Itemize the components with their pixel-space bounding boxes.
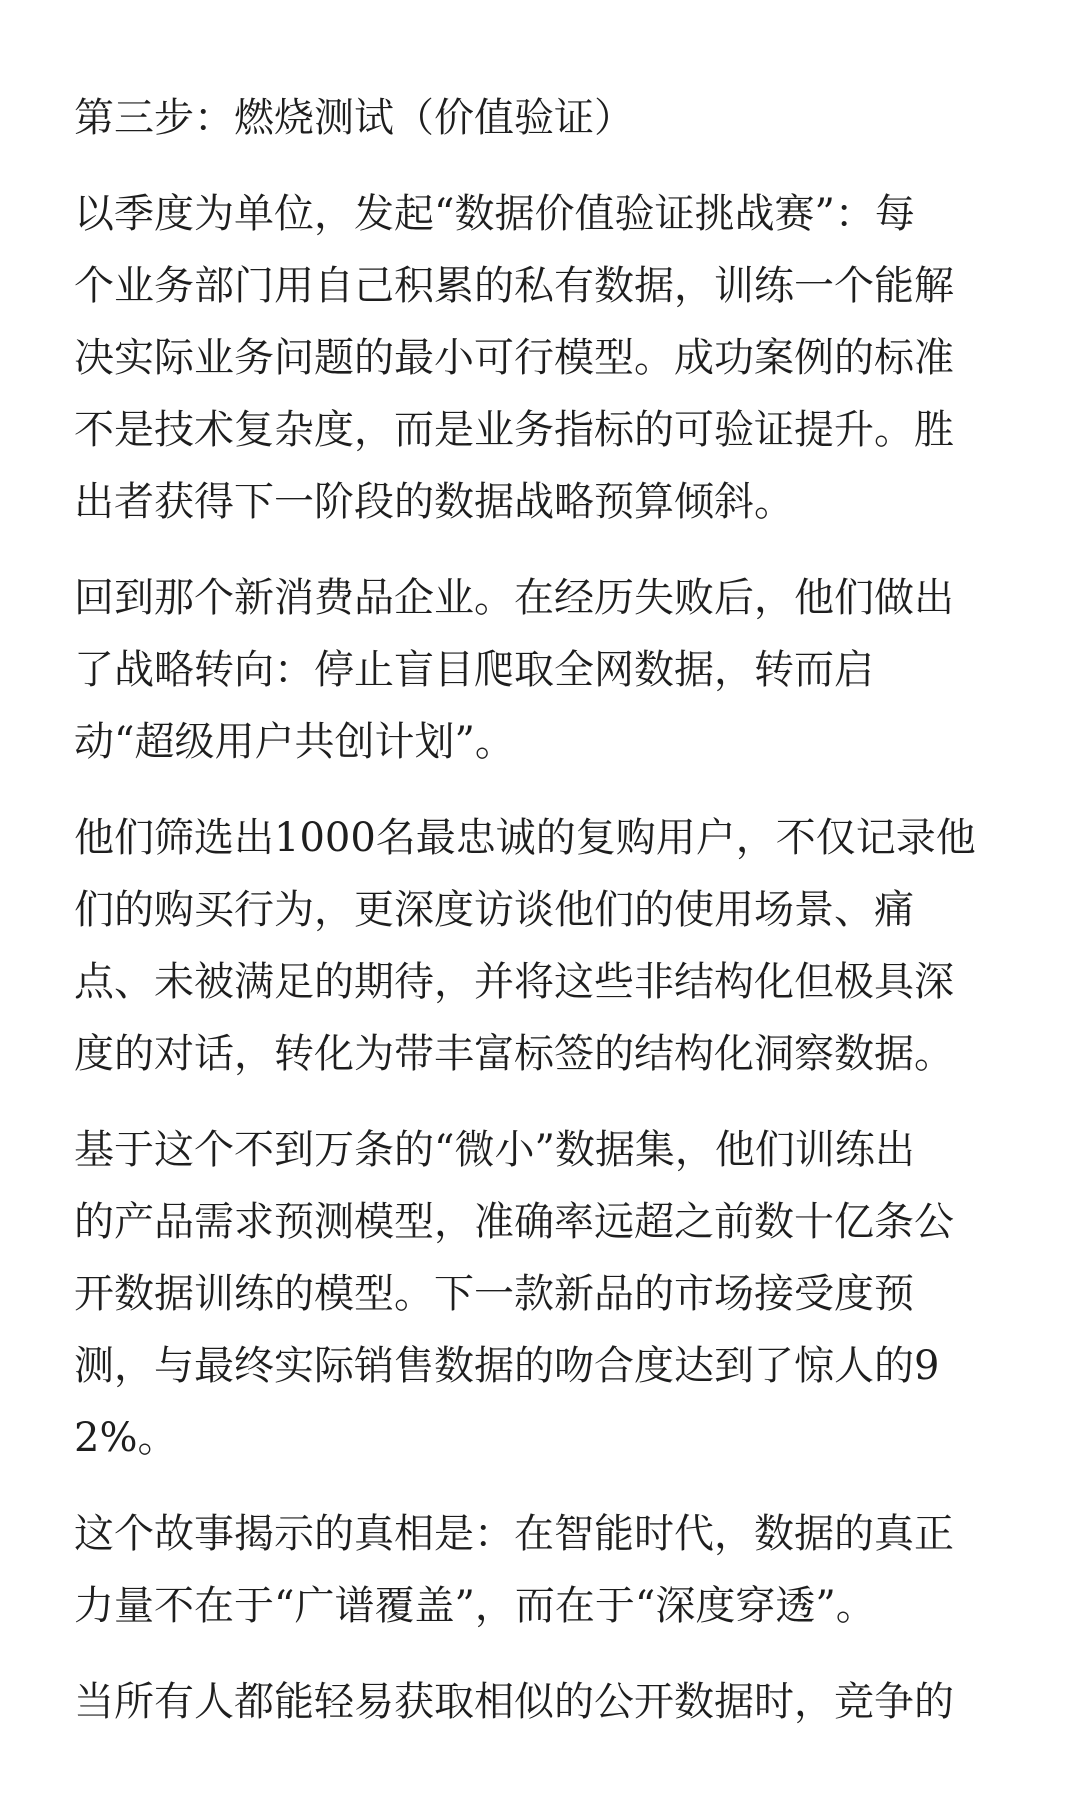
paragraph-line: 点、未被满足的期待，并将这些非结构化但极具深: [74, 959, 954, 1005]
paragraph-line: 个业务部门用自己积累的私有数据，训练一个能解: [74, 263, 954, 309]
paragraph-line: 这个故事揭示的真相是：在智能时代，数据的真正: [74, 1511, 954, 1557]
paragraph: [74, 1498, 1010, 1642]
paragraph: [74, 802, 1010, 1090]
paragraph-line: 决实际业务问题的最小可行模型。成功案例的标准: [74, 335, 954, 381]
paragraph-line: 2%。: [74, 1415, 178, 1461]
section-heading: 第三步：燃烧测试（价值验证）: [74, 95, 634, 141]
paragraph-line: 他们筛选出1000名最忠诚的复购用户，不仅记录他: [74, 815, 976, 861]
paragraph-line: 基于这个不到万条的“微小”数据集，他们训练出: [74, 1127, 915, 1173]
article-body: [74, 82, 1010, 1762]
paragraph-line: 以季度为单位，发起“数据价值验证挑战赛”：每: [74, 191, 915, 237]
paragraph: [74, 1666, 1010, 1738]
paragraph: [74, 1114, 1010, 1474]
paragraph-line: 当所有人都能轻易获取相似的公开数据时，竞争的: [74, 1679, 954, 1725]
paragraph: [74, 562, 1010, 778]
paragraph-line: 的产品需求预测模型，准确率远超之前数十亿条公: [74, 1199, 954, 1245]
paragraph: [74, 178, 1010, 538]
paragraph-line: 力量不在于“广谱覆盖”，而在于“深度穿透”。: [74, 1583, 876, 1629]
paragraph-line: 了战略转向：停止盲目爬取全网数据，转而启: [74, 647, 874, 693]
paragraph-line: 动“超级用户共创计划”。: [74, 719, 515, 765]
paragraph-line: 测，与最终实际销售数据的吻合度达到了惊人的9: [74, 1343, 940, 1389]
paragraph-line: 回到那个新消费品企业。在经历失败后，他们做出: [74, 575, 954, 621]
paragraph-line: 开数据训练的模型。下一款新品的市场接受度预: [74, 1271, 914, 1317]
paragraph-line: 们的购买行为，更深度访谈他们的使用场景、痛: [74, 887, 914, 933]
paragraph-line: 度的对话，转化为带丰富标签的结构化洞察数据。: [74, 1031, 954, 1077]
paragraph-line: 不是技术复杂度，而是业务指标的可验证提升。胜: [74, 407, 954, 453]
paragraph-line: 出者获得下一阶段的数据战略预算倾斜。: [74, 479, 794, 525]
